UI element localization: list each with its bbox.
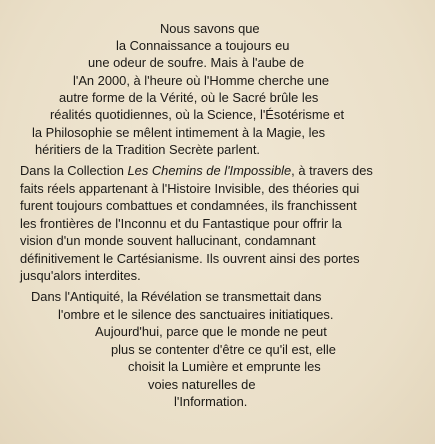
text-line: autre forme de la Vérité, où le Sacré brûle les: [59, 90, 319, 105]
text-line: définitivement le Cartésianisme. Ils ouvrent ainsi des portes: [20, 251, 360, 266]
text-line: l'ombre et le silence des sanctuaires initiatiques.: [58, 307, 334, 322]
text-line: vision d'un monde souvent hallucinant, condamnant: [20, 233, 316, 248]
collection-title: Les Chemins de l'Impossible: [127, 163, 292, 178]
text-line: les frontières de l'Inconnu et du Fantastique pour offrir la: [20, 216, 342, 231]
text-line: l'An 2000, à l'heure où l'Homme cherche une: [73, 73, 330, 88]
text-line: héritiers de la Tradition Secrète parlent.: [35, 142, 260, 157]
text-line: furent toujours combattues et condamnées, ils franchissent: [20, 198, 357, 213]
text-line: la Connaissance a toujours eu: [116, 38, 290, 53]
text-line: Nous savons que: [160, 21, 260, 36]
text-line: réalités quotidiennes, où la Science, l'Ésotérisme et: [50, 107, 345, 122]
text-segment: Dans la Collection: [20, 163, 128, 178]
text-segment: , à travers des: [291, 163, 373, 178]
text-line: faits réels appartenant à l'Histoire Invisible, des théories qui: [20, 181, 360, 196]
text-line: [20, 162, 373, 179]
text-line: Dans l'Antiquité, la Révélation se transmettait dans: [31, 289, 322, 304]
text-line: jusqu'alors interdites.: [20, 268, 141, 283]
text-line: Aujourd'hui, parce que le monde ne peut: [95, 324, 327, 339]
text-line: choisit la Lumière et emprunte les: [128, 359, 321, 374]
text-line: la Philosophie se mêlent intimement à la Magie, les: [32, 125, 326, 140]
text-line: une odeur de soufre. Mais à l'aube de: [88, 55, 305, 70]
text-line: l'Information.: [174, 394, 248, 409]
text-line: plus se contenter d'être ce qu'il est, elle: [111, 342, 336, 357]
text-line: voies naturelles de: [148, 377, 256, 392]
